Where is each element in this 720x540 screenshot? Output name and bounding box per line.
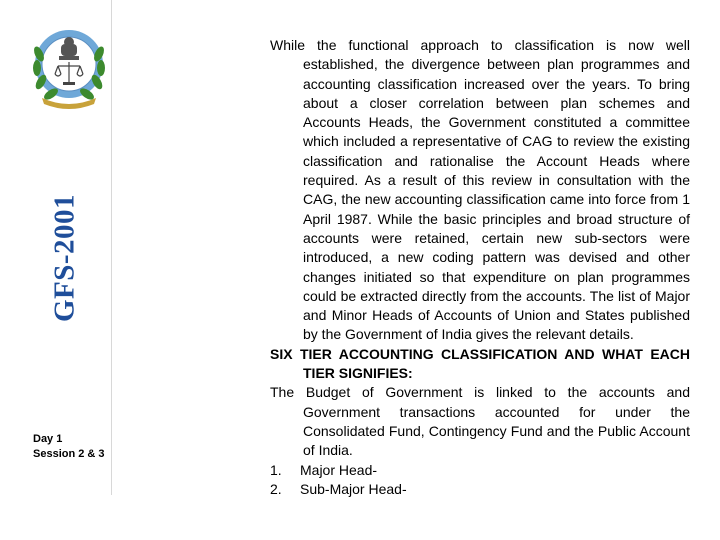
main-content (270, 36, 690, 499)
list-item (270, 480, 690, 499)
sidebar-title: GFS-2001 (48, 193, 81, 323)
session-label: Day 1 Session 2 & 3 (33, 433, 105, 460)
paragraph-budget: The Budget of Government is linked to the accounts and Government transactions accounted for under the Consolidated Fund, Contingency Fund and the Public Account of India. (270, 384, 690, 459)
tier-list (270, 461, 690, 500)
list-item-number: 2. (270, 480, 282, 497)
sidebar (25, 0, 112, 495)
list-item (270, 461, 690, 480)
list-item-text: Sub-Major Head- (300, 480, 407, 497)
section-heading: SIX TIER ACCOUNTING CLASSIFICATION AND WHAT EACH TIER SIGNIFIES: (270, 345, 690, 382)
list-item-number: 1. (270, 461, 282, 478)
cag-emblem-icon (28, 14, 110, 112)
paragraph-classification: While the functional approach to classification is now well established, the divergence between plan programmes and accounting classification increased over the years. To bring about a closer correlation between plan schemes and Accounts Heads, the Government constituted a committee which included a representative of CAG to review the existing classification and rationalise the Account Heads where required. As a result of this review in consultation with the CAG, the new accounting classification came into force from 1 April 1987. While the basic principles and broad structure of accounts were retained, certain new sub-sectors were introduced, a new coding pattern was devised and other changes initiated so that expenditure on plan programmes could be extracted directly from the accounts. The list of Major and Minor Heads of Accounts of Union and States published by the Government of India gives the relevant details. (270, 37, 690, 343)
list-item-text: Major Head- (300, 461, 378, 478)
